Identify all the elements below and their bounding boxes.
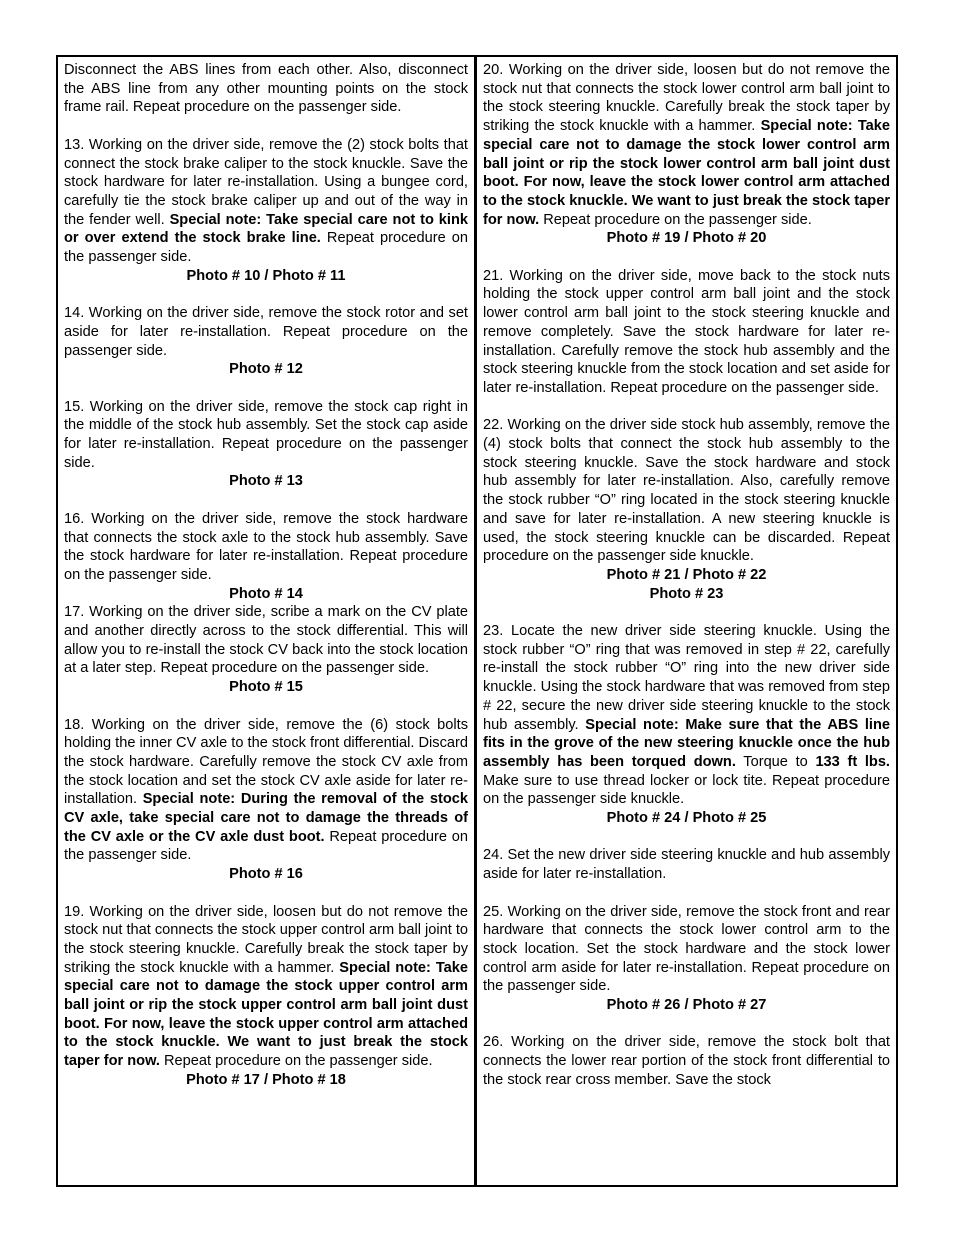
photo-reference: Photo # 19 / Photo # 20 — [606, 230, 767, 247]
photo-reference: Photo # 21 / Photo # 22 — [606, 566, 767, 583]
photo-reference: Photo # 15 — [229, 679, 303, 696]
photo-reference: Photo # 23 — [649, 585, 724, 602]
photo-reference: Photo # 26 / Photo # 27 — [606, 997, 767, 1014]
photo-reference: Photo # 14 — [229, 585, 303, 602]
instruction-frame — [56, 55, 898, 1187]
photo-reference: Photo # 13 — [229, 473, 303, 490]
step-23: 23. Locate the new driver side steering knuckle. Using the stock rubber “O” ring that was removed in step # 22, carefully re-install the stock rubber “O” ring into the new driver side knuckle. Using the stock hardware that was removed from step # 22, secure the new driver side steering knuckle to the stock hub assembly. Special note: Make sure that the ABS line fits in the grove of the new steering knuckle once the hub assembly has been torqued down. Torque to 133 ft lbs. Make sure to use thread locker or lock tite. Repeat procedure on the passenger side knuckle. — [483, 623, 890, 808]
step-16: 16. Working on the driver side, remove the stock hardware that connects the stock axle to the stock hub assembly. Save the stock hardware for later re-installation. Repeat procedure on the passenger side. — [64, 510, 468, 583]
photo-reference: Photo # 24 / Photo # 25 — [606, 810, 767, 827]
step-18: 18. Working on the driver side, remove the (6) stock bolts holding the inner CV axle to the stock front differential. Discard the stock hardware. Carefully remove the stock CV axle from the stock location and set the stock CV axle aside for later re-installation. Special note: During the removal of the stock CV axle, take special care not to damage the threads of the CV axle or the CV axle dust boot. Repeat procedure on the passenger side. — [64, 716, 468, 864]
right-column — [477, 57, 896, 1185]
photo-reference: Photo # 12 — [229, 361, 303, 378]
step-25: 25. Working on the driver side, remove the stock front and rear hardware that connects the stock lower control arm to the stock location. Set the stock hardware and the stock lower control arm aside for later re-installation. Repeat procedure on the passenger side. — [483, 903, 890, 995]
step-26: 26. Working on the driver side, remove the stock bolt that connects the lower rear portion of the stock front differential to the stock rear cross member. Save the stock — [483, 1034, 890, 1088]
step-15: 15. Working on the driver side, remove the stock cap right in the middle of the stock hub assembly. Set the stock cap aside for later re-installation. Repeat procedure on the passenger side. — [64, 398, 468, 471]
step-14: 14. Working on the driver side, remove the stock rotor and set aside for later re-installation. Repeat procedure on the passenger side. — [64, 305, 468, 359]
step-22: 22. Working on the driver side stock hub assembly, remove the (4) stock bolts that connect the stock hub assembly to the stock steering knuckle. Save the stock hardware and stock hub assembly for later re-installation. Also, carefully remove the stock rubber “O” ring located in the stock steering knuckle and save for later re-installation. A new steering knuckle is used, the stock steering knuckle can be discarded. Repeat procedure on the passenger side knuckle. — [483, 417, 890, 565]
step-19: 19. Working on the driver side, loosen but do not remove the stock nut that connects the stock upper control arm ball joint to the stock steering knuckle. Carefully break the stock taper by striking the stock knuckle with a hammer. Special note: Take special care not to damage the stock upper control arm ball joint or rip the stock upper control arm ball joint dust boot. For now, leave the stock upper control arm attached to the stock knuckle. We want to just break the stock taper for now. Repeat procedure on the passenger side. — [64, 903, 468, 1070]
left-column — [58, 57, 477, 1185]
step-17: 17. Working on the driver side, scribe a mark on the CV plate and another directly across to the stock differential. This will allow you to re-install the stock CV back into the stock location at a later step. Repeat procedure on the passenger side. — [64, 604, 468, 677]
step-12-continued: Disconnect the ABS lines from each other. Also, disconnect the ABS line from any other mounting points on the stock frame rail. Repeat procedure on the passenger side. — [64, 62, 468, 116]
photo-reference: Photo # 16 — [229, 866, 303, 883]
step-13: 13. Working on the driver side, remove the (2) stock bolts that connect the stock brake caliper to the stock knuckle. Save the stock hardware for later re-installation. Using a bungee cord, carefully tie the stock brake caliper up and out of the way in the fender well. Special note: Take special care not to kink or over extend the stock brake line. Repeat procedure on the passenger side. — [64, 136, 469, 266]
step-20: 20. Working on the driver side, loosen but do not remove the stock nut that connects the stock lower control arm ball joint to the stock steering knuckle. Carefully break the stock taper by striking the stock knuckle with a hammer. Special note: Take special care not to damage the stock lower control arm ball joint or rip the stock lower control arm ball joint dust boot. For now, leave the stock lower control arm attached to the stock knuckle. We want to just break the stock taper for now. Repeat procedure on the passenger side. — [483, 62, 891, 228]
step-24: 24. Set the new driver side steering knuckle and hub assembly aside for later re-installation. — [483, 847, 890, 883]
photo-reference: Photo # 10 / Photo # 11 — [186, 267, 346, 284]
step-21: 21. Working on the driver side, move back to the stock nuts holding the stock upper control arm ball joint and the stock lower control arm ball joint to the stock steering knuckle and remove completely. Save the stock hardware for later re-installation. Carefully remove the stock hub assembly and the stock steering knuckle from the stock location and set aside for later re-installation. Repeat procedure on the passenger side. — [483, 267, 890, 396]
photo-reference: Photo # 17 / Photo # 18 — [186, 1071, 346, 1088]
